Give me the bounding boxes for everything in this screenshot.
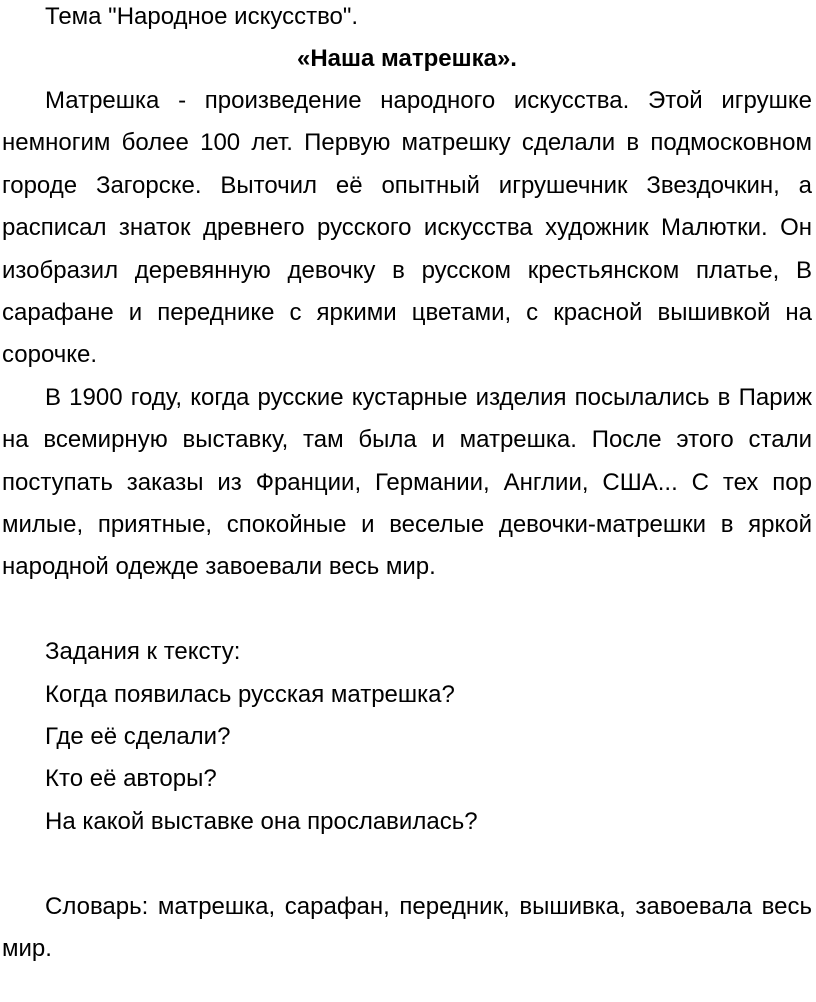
dictionary-section <box>2 886 812 971</box>
dictionary-text: Словарь: матрешка, сарафан, передник, вышивка, завоевала весь мир. <box>2 892 812 963</box>
tasks-section <box>2 631 812 843</box>
topic-line: Тема "Народное искусство". <box>45 3 359 30</box>
paragraph-1-text: Матрешка - произведение народного искусства. Этой игрушке немногим более 100 лет. Первую матрешку сделали в подмосковном городе Загорске. Выточил её опытный игрушечник Звездочкин, а расписал знаток древнего русского искусства художник Малютки. Он изобразил деревянную девочку в русском крестьянском платье, В сарафане и переднике с яркими цветами, с красной вышивкой на сорочке. <box>2 87 812 369</box>
paragraph-2 <box>2 377 812 589</box>
document-title: «Наша матрешка». <box>297 45 517 72</box>
task-item: На какой выставке она прославилась? <box>45 807 478 835</box>
paragraph-2-text: В 1900 году, когда русские кустарные изделия посылались в Париж на всемирную выставку, там была и матрешка. После этого стали поступать заказы из Франции, Германии, Англии, США... С тех пор милые, приятные, спокойные и веселые девочки-матрешки в яркой народной одежде завоевали весь мир. <box>2 383 812 581</box>
task-item: Когда появилась русская матрешка? <box>45 680 455 708</box>
spacer <box>2 843 812 885</box>
task-item: Кто её авторы? <box>45 765 217 793</box>
task-item: Где её сделали? <box>45 723 231 751</box>
paragraph-1 <box>2 80 812 377</box>
spacer <box>2 589 812 631</box>
tasks-heading: Задания к тексту: <box>45 638 241 666</box>
